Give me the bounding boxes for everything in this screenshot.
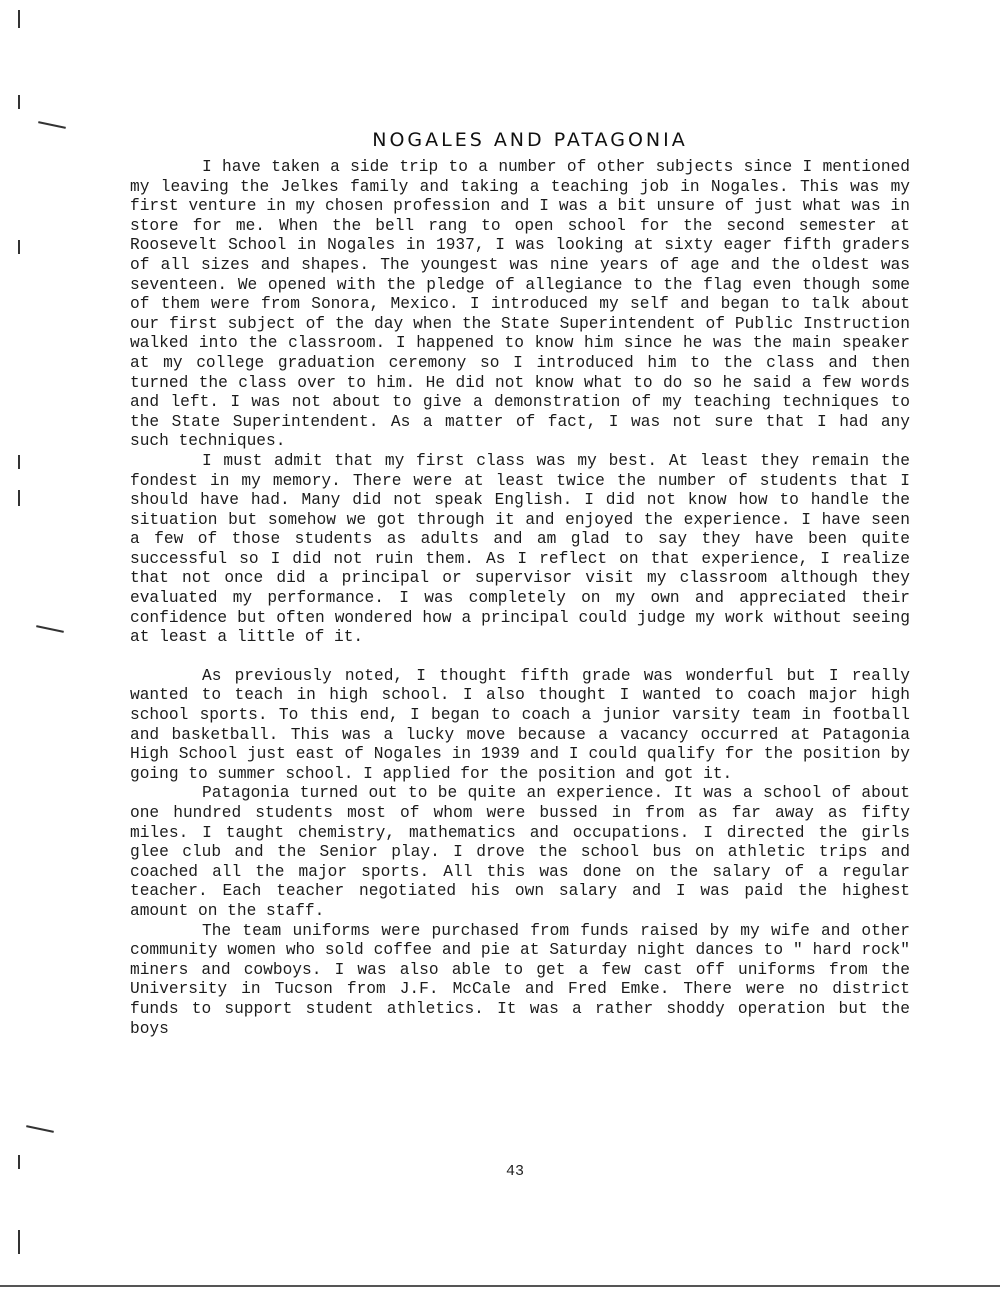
scan-bottom-edge bbox=[0, 1285, 1000, 1287]
paragraph: I must admit that my first class was my best. At least they remain the fondest in my memory. There were at least twice the number of students that I should have had. Many did not speak English. I did not know how to handle the situation but somehow we got through it and enjoyed the experience. I have seen a few of those students as adults and am glad to say they have been quite successful so I did not ruin them. As I reflect on that experience, I realize that not once did a principal or supervisor visit my classroom although they evaluated my performance. I was completely on my own and appreciated their confidence but often wondered how a principal could judge my work without seeing at least a little of it. bbox=[130, 451, 910, 647]
body-text bbox=[130, 158, 910, 1039]
scan-edge-dash bbox=[26, 1125, 54, 1133]
scan-edge-mark bbox=[18, 10, 20, 28]
scan-edge-mark bbox=[18, 240, 20, 254]
paragraph: I have taken a side trip to a number of other subjects since I mentioned my leaving the Jelkes family and taking a teaching job in Nogales. This was my first venture in my chosen profession and I was a bit unsure of just what was in store for me. When the bell rang to open school for the second semester at Roosevelt School in Nogales in 1937, I was looking at sixty eager fifth graders of all sizes and shapes. The youngest was nine years of age and the oldest was seventeen. We opened with the pledge of allegiance to the flag even though some of them were from Sonora, Mexico. I introduced my self and began to talk about our first subject of the day when the State Superintendent of Public Instruction walked into the classroom. I happened to know him since he was the main speaker at my college graduation ceremony so I introduced him to the class and then turned the class over to him. He did not know what to do so he said a few words and left. I was not about to give a demonstration of my teaching techniques to the State Superintendent. As a matter of fact, I was not sure that I had any such techniques. bbox=[130, 158, 910, 451]
scan-edge-dash bbox=[38, 121, 66, 129]
scan-edge-mark bbox=[18, 95, 20, 109]
page-title: NOGALES AND PATAGONIA bbox=[372, 128, 688, 151]
paragraph: Patagonia turned out to be quite an experience. It was a school of about one hundred students most of whom were bussed in from as far away as fifty miles. I taught chemistry, mathematics and occupations. I directed the girls glee club and the Senior play. I drove the school bus on athletic trips and coached all the major sports. All this was done on the salary of a regular teacher. Each teacher negotiated his own salary and I was paid the highest amount on the staff. bbox=[130, 784, 910, 920]
scan-edge-dash bbox=[36, 625, 64, 633]
page-number: 43 bbox=[505, 1163, 524, 1180]
paragraph: The team uniforms were purchased from funds raised by my wife and other community women who sold coffee and pie at Saturday night dances to " hard rock" miners and cowboys. I was also able to get a few cast off uniforms from the University in Tucson from J.F. McCale and Fred Emke. There were no district funds to support student athletics. It was a rather shoddy operation but the boys bbox=[130, 921, 910, 1038]
paragraph: As previously noted, I thought fifth grade was wonderful but I really wanted to teach in high school. I also thought I wanted to coach major high school sports. To this end, I began to coach a junior varsity team in football and basketball. This was a lucky move because a vacancy occurred at Patagonia High School just east of Nogales in 1939 and I could qualify for the position by going to summer school. I applied for the position and got it. bbox=[130, 666, 910, 783]
scan-edge-mark bbox=[18, 490, 20, 506]
scan-edge-mark bbox=[18, 1230, 20, 1254]
scan-edge-mark bbox=[18, 455, 20, 469]
